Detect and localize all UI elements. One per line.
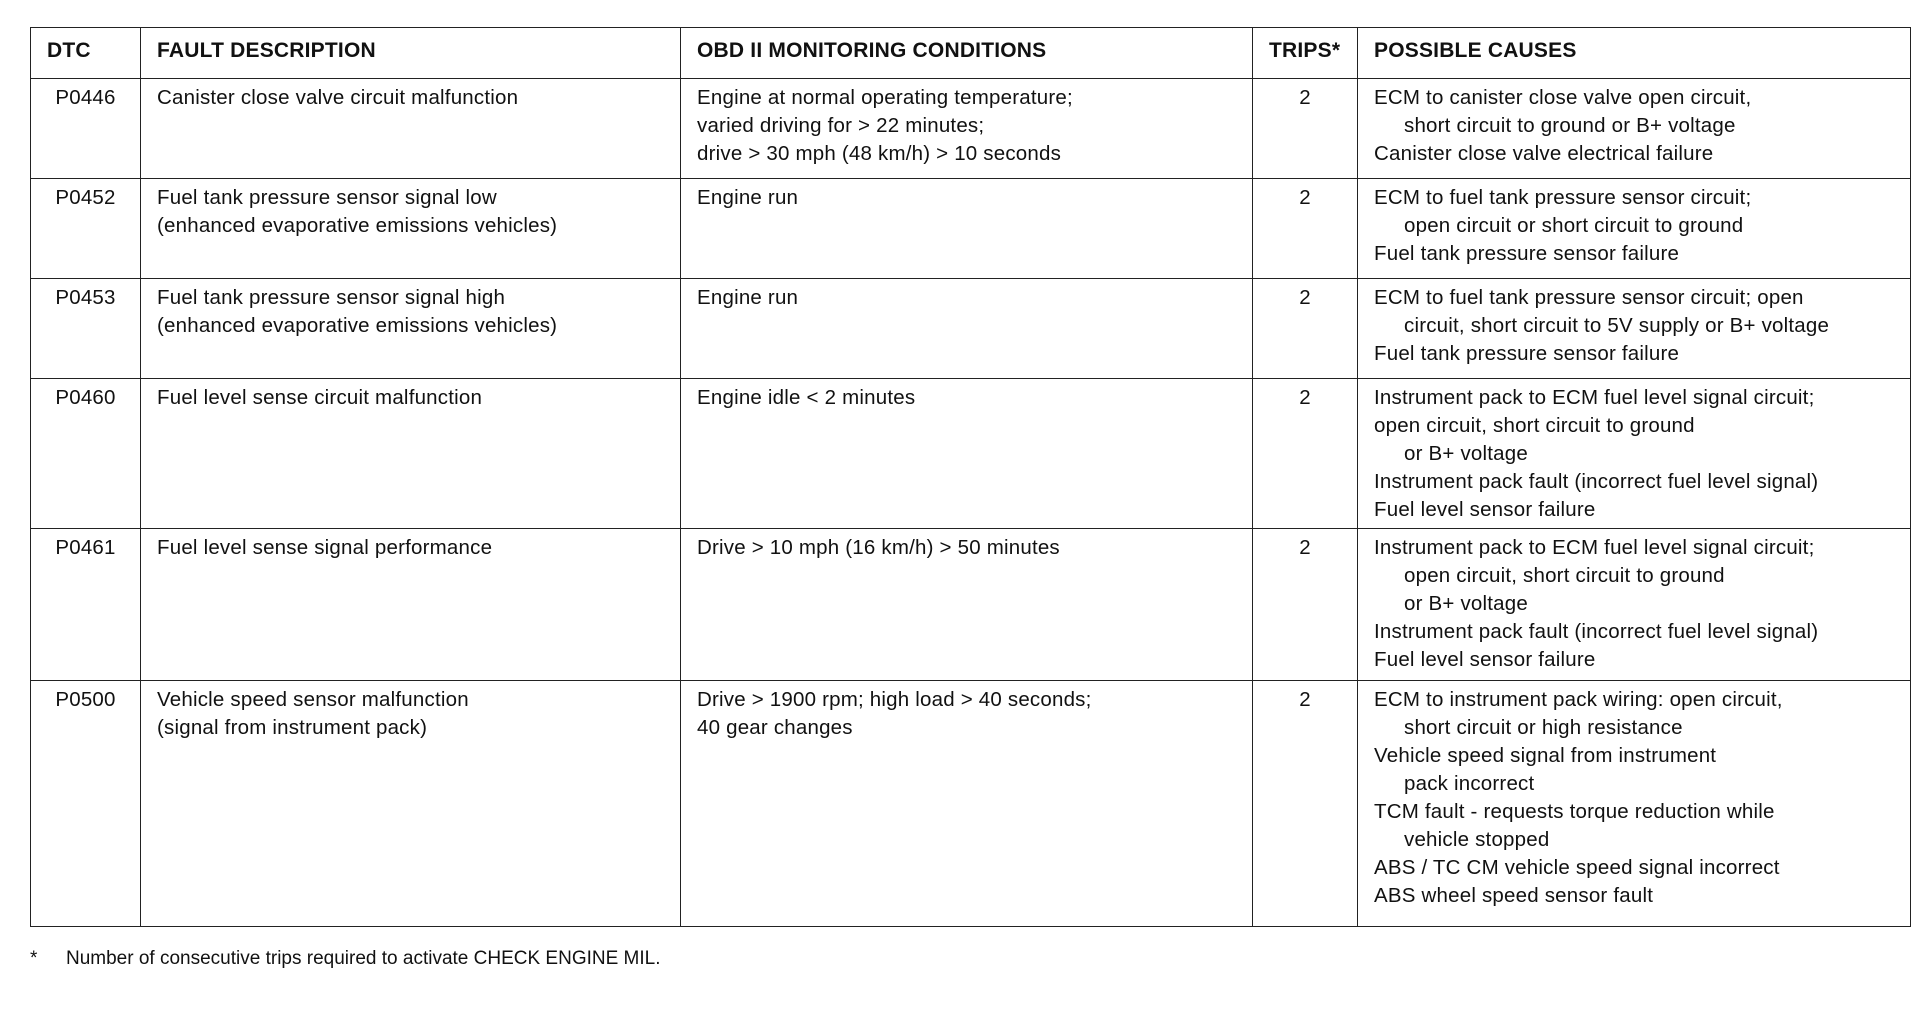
table-row	[31, 681, 1911, 927]
possible-causes-cell	[1358, 681, 1911, 927]
monitoring-condition-line: Engine idle < 2 minutes	[697, 386, 916, 409]
possible-cause-line: Instrument pack fault (incorrect fuel level signal)	[1374, 620, 1819, 643]
trips-cell: 2	[1253, 379, 1358, 529]
possible-cause-line: Fuel level sensor failure	[1374, 498, 1596, 521]
possible-cause-line: Instrument pack to ECM fuel level signal circuit;	[1374, 386, 1815, 409]
possible-cause-line: open circuit, short circuit to ground	[1404, 564, 1725, 587]
table-row	[31, 529, 1911, 681]
possible-cause-line: Instrument pack fault (incorrect fuel level signal)	[1374, 470, 1819, 493]
table-header-row	[31, 28, 1911, 79]
possible-cause-line: ABS / TC CM vehicle speed signal incorrect	[1374, 856, 1780, 879]
possible-cause-line: open circuit or short circuit to ground	[1404, 214, 1744, 237]
monitoring-condition-line: varied driving for > 22 minutes;	[697, 114, 985, 137]
fault-description-line: Fuel tank pressure sensor signal high	[157, 286, 506, 309]
fault-description-line: Fuel level sense signal performance	[157, 536, 493, 559]
possible-cause-line: circuit, short circuit to 5V supply or B+ voltage	[1404, 314, 1830, 337]
trips-cell: 2	[1253, 529, 1358, 681]
possible-cause-line: Fuel tank pressure sensor failure	[1374, 242, 1680, 265]
dtc-table	[30, 27, 1911, 927]
table-row	[31, 379, 1911, 529]
trips-cell: 2	[1253, 79, 1358, 179]
table-body	[31, 79, 1911, 927]
footnote-text: Number of consecutive trips required to activate CHECK ENGINE MIL.	[66, 948, 661, 969]
monitoring-conditions-cell	[681, 529, 1253, 681]
possible-cause-line: ABS wheel speed sensor fault	[1374, 884, 1654, 907]
monitoring-condition-line: Engine at normal operating temperature;	[697, 86, 1073, 109]
possible-cause-line: ECM to fuel tank pressure sensor circuit;	[1374, 186, 1752, 209]
possible-cause-line: short circuit or high resistance	[1404, 716, 1683, 739]
trips-cell: 2	[1253, 179, 1358, 279]
document-sheet	[30, 27, 1910, 972]
monitoring-condition-line: 40 gear changes	[697, 716, 853, 739]
fault-description-line: (enhanced evaporative emissions vehicles)	[157, 214, 558, 237]
possible-causes-cell	[1358, 279, 1911, 379]
monitoring-conditions-cell	[681, 681, 1253, 927]
dtc-code-cell: P0446	[31, 79, 141, 179]
fault-description-line: Fuel level sense circuit malfunction	[157, 386, 483, 409]
monitoring-condition-line: drive > 30 mph (48 km/h) > 10 seconds	[697, 142, 1062, 165]
dtc-code-cell: P0452	[31, 179, 141, 279]
trips-cell: 2	[1253, 681, 1358, 927]
possible-cause-line: TCM fault - requests torque reduction while	[1374, 800, 1775, 823]
fault-description-cell	[141, 179, 681, 279]
fault-description-line: Vehicle speed sensor malfunction	[157, 688, 469, 711]
monitoring-condition-line: Drive > 10 mph (16 km/h) > 50 minutes	[697, 536, 1060, 559]
header-monitoring-conditions: OBD II MONITORING CONDITIONS	[681, 28, 1253, 79]
possible-cause-line: Fuel tank pressure sensor failure	[1374, 342, 1680, 365]
possible-causes-cell	[1358, 529, 1911, 681]
possible-cause-line: Vehicle speed signal from instrument	[1374, 744, 1717, 767]
header-possible-causes: POSSIBLE CAUSES	[1358, 28, 1911, 79]
fault-description-cell	[141, 529, 681, 681]
possible-cause-line: or B+ voltage	[1404, 442, 1528, 465]
possible-cause-line: ECM to fuel tank pressure sensor circuit; open	[1374, 286, 1804, 309]
fault-description-cell	[141, 681, 681, 927]
monitoring-conditions-cell	[681, 79, 1253, 179]
fault-description-cell	[141, 279, 681, 379]
possible-cause-line: vehicle stopped	[1404, 828, 1550, 851]
dtc-code-cell: P0453	[31, 279, 141, 379]
monitoring-conditions-cell	[681, 279, 1253, 379]
fault-description-line: (signal from instrument pack)	[157, 716, 428, 739]
possible-cause-line: Instrument pack to ECM fuel level signal circuit;	[1374, 536, 1815, 559]
header-fault-description: FAULT DESCRIPTION	[141, 28, 681, 79]
possible-cause-line: pack incorrect	[1404, 772, 1535, 795]
fault-description-cell	[141, 79, 681, 179]
possible-cause-line: open circuit, short circuit to ground	[1374, 414, 1695, 437]
fault-description-line: (enhanced evaporative emissions vehicles)	[157, 314, 558, 337]
footnote-mark: *	[30, 948, 38, 969]
dtc-code-cell: P0461	[31, 529, 141, 681]
fault-description-line: Canister close valve circuit malfunction	[157, 86, 519, 109]
trips-cell: 2	[1253, 279, 1358, 379]
fault-description-cell	[141, 379, 681, 529]
monitoring-condition-line: Engine run	[697, 286, 799, 309]
dtc-code-cell: P0500	[31, 681, 141, 927]
table-row	[31, 279, 1911, 379]
possible-causes-cell	[1358, 379, 1911, 529]
monitoring-condition-line: Engine run	[697, 186, 799, 209]
possible-causes-cell	[1358, 79, 1911, 179]
table-row	[31, 79, 1911, 179]
possible-cause-line: or B+ voltage	[1404, 592, 1528, 615]
possible-cause-line: ECM to instrument pack wiring: open circuit,	[1374, 688, 1783, 711]
table-row	[31, 179, 1911, 279]
possible-causes-cell	[1358, 179, 1911, 279]
footnote	[30, 946, 1910, 972]
possible-cause-line: short circuit to ground or B+ voltage	[1404, 114, 1736, 137]
possible-cause-line: Fuel level sensor failure	[1374, 648, 1596, 671]
header-dtc: DTC	[31, 28, 141, 79]
dtc-code-cell: P0460	[31, 379, 141, 529]
monitoring-condition-line: Drive > 1900 rpm; high load > 40 seconds;	[697, 688, 1092, 711]
possible-cause-line: Canister close valve electrical failure	[1374, 142, 1714, 165]
fault-description-line: Fuel tank pressure sensor signal low	[157, 186, 497, 209]
header-trips: TRIPS*	[1253, 28, 1358, 79]
possible-cause-line: ECM to canister close valve open circuit,	[1374, 86, 1752, 109]
monitoring-conditions-cell	[681, 379, 1253, 529]
monitoring-conditions-cell	[681, 179, 1253, 279]
